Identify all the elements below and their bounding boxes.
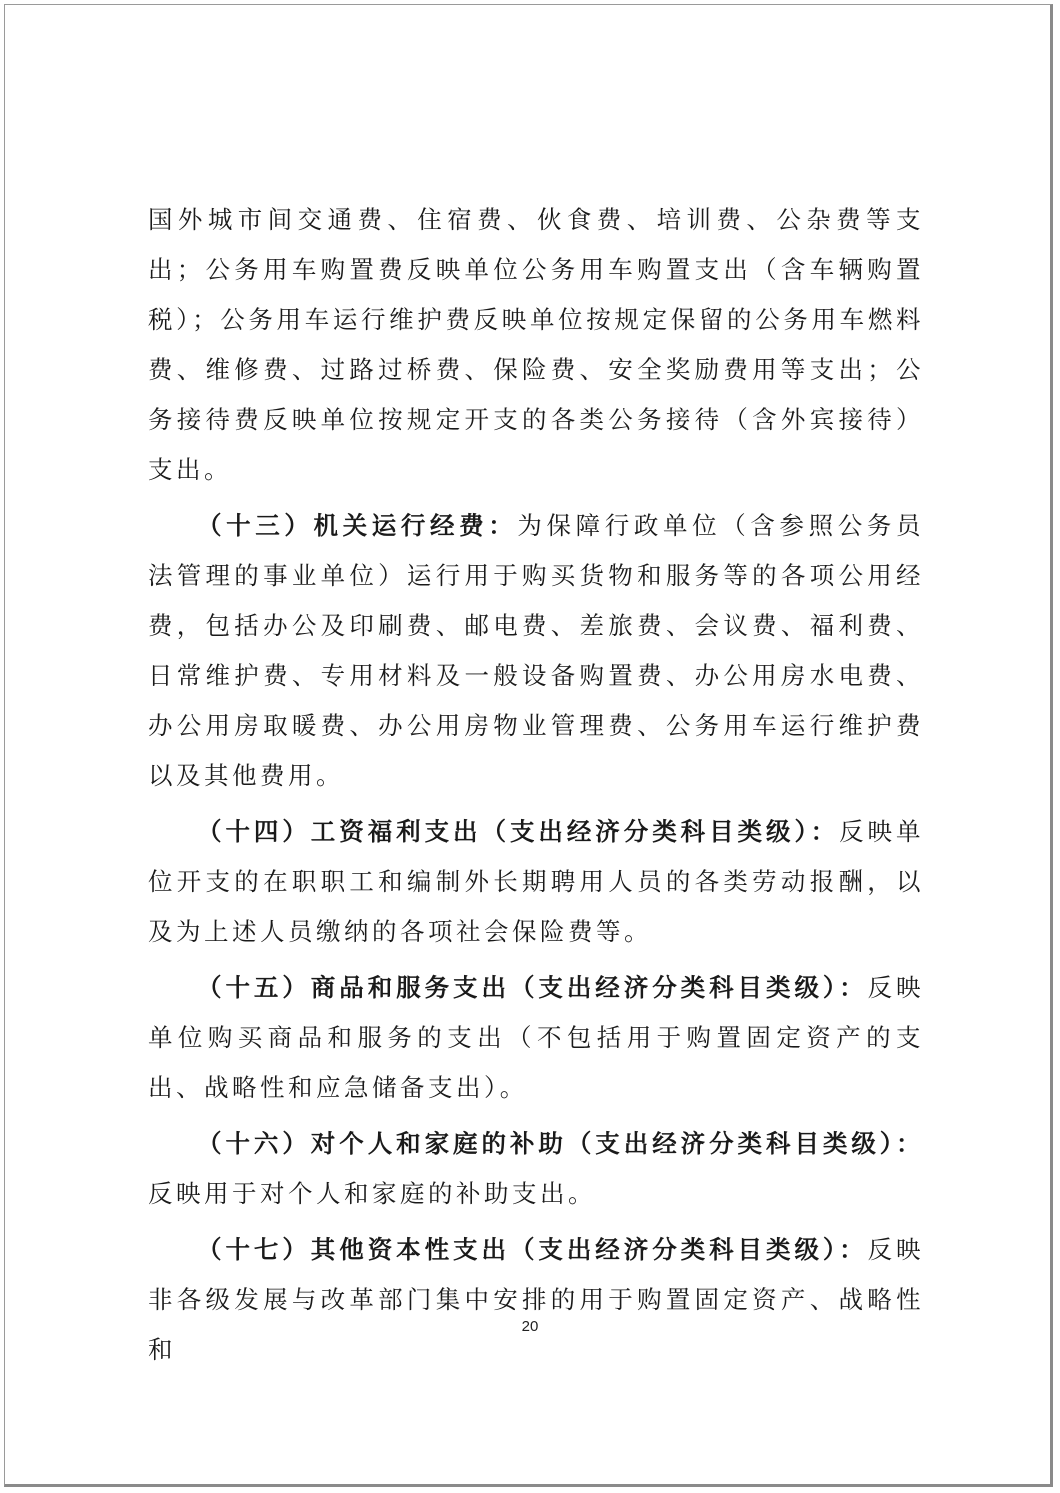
paragraph-15 xyxy=(148,963,924,1113)
paragraph-17 xyxy=(148,1225,924,1375)
paragraph-heading: （十六）对个人和家庭的补助（支出经济分类科目类级）： xyxy=(197,1129,924,1158)
paragraph-heading: （十三）机关运行经费： xyxy=(197,511,518,540)
paragraph-text: 为保障行政单位（含参照公务员法管理的事业单位）运行用于购买货物和服务等的各项公用经费，包括办公及印刷费、邮电费、差旅费、会议费、福利费、日常维护费、专用材料及一般设备购置费、办公用房水电费、办公用房取暖费、办公用房物业管理费、公务用车运行维护费以及其他费用。 xyxy=(148,511,924,790)
paragraph-continuation xyxy=(148,195,924,495)
paragraph-13 xyxy=(148,501,924,801)
body-text xyxy=(148,195,924,1375)
paragraph-heading: （十五）商品和服务支出（支出经济分类科目类级）： xyxy=(197,973,868,1002)
paragraph-heading: （十四）工资福利支出（支出经济分类科目类级）： xyxy=(197,817,840,846)
page-number: 20 xyxy=(521,1318,539,1335)
paragraph-16 xyxy=(148,1119,924,1219)
paragraph-text: 反映用于对个人和家庭的补助支出。 xyxy=(148,1179,596,1208)
paragraph-text: 国外城市间交通费、住宿费、伙食费、培训费、公杂费等支出；公务用车购置费反映单位公务用车购置支出（含车辆购置税）；公务用车运行维护费反映单位按规定保留的公务用车燃料费、维修费、过路过桥费、保险费、安全奖励费用等支出；公务接待费反映单位按规定开支的各类公务接待（含外宾接待）支出。 xyxy=(148,205,924,484)
paragraph-14 xyxy=(148,807,924,957)
paragraph-text: 反映非各级发展与改革部门集中安排的用于购置固定资产、战略性和 xyxy=(148,1235,925,1364)
paragraph-text: 反映单位购买商品和服务的支出（不包括用于购置固定资产的支出、战略性和应急储备支出）。 xyxy=(148,973,925,1102)
paragraph-text: 反映单位开支的在职职工和编制外长期聘用人员的各类劳动报酬，以及为上述人员缴纳的各项社会保险费等。 xyxy=(148,817,925,946)
paragraph-heading: （十七）其他资本性支出（支出经济分类科目类级）： xyxy=(197,1235,868,1264)
